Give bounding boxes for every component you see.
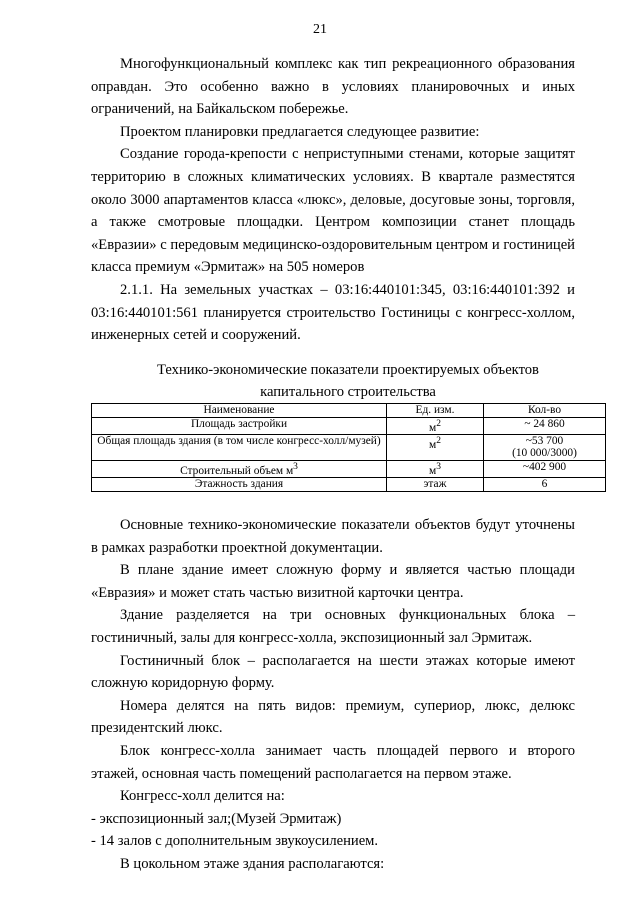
paragraph: 2.1.1. На земельных участках – 03:16:440101:345, 03:16:440101:392 и 03:16:440101:561 планируется строительство Гостиницы с конгресс-холлом, инженерных сетей и сооружений. — [91, 281, 575, 344]
indicators-table — [91, 403, 606, 492]
body-text-top — [91, 53, 575, 347]
paragraph: Основные технико-экономические показатели объектов будут уточнены в рамках разработки проектной документации. — [91, 517, 575, 556]
cell-unit: $м^2$ — [387, 434, 484, 460]
paragraph: Блок конгресс-холла занимает часть площадей первого и второго этажей, основная часть помещений располагается на первом этаже. — [91, 742, 575, 782]
table-row — [92, 478, 606, 492]
cell-name: Площадь застройки — [92, 417, 387, 434]
cell-value: ~402 900 — [484, 460, 606, 477]
cell-unit: этаж — [387, 478, 484, 492]
column-header-value: Кол-во — [484, 404, 606, 418]
list-item: - экспозиционный зал;(Музей Эрмитаж) — [91, 810, 342, 827]
table-header-row — [92, 404, 606, 418]
page-number: 21 — [313, 22, 327, 37]
table-row — [92, 460, 606, 477]
cell-value: 6 — [484, 478, 606, 492]
cell-value: ~53 700 (10 000/3000) — [484, 434, 606, 460]
paragraph: В цокольном этаже здания располагаются: — [120, 855, 385, 872]
cell-unit: $м^3$ — [387, 460, 484, 477]
cell-name: Общая площадь здания (в том числе конгресс-холл/музей) — [92, 434, 387, 460]
paragraph: Номера делятся на пять видов: премиум, супериор, люкс, делюкс президентский люкс. — [91, 697, 575, 737]
cell-unit: $м^2$ — [387, 417, 484, 434]
column-header-name: Наименование — [92, 404, 387, 418]
paragraph: Многофункциональный комплекс как тип рекреационного образования оправдан. Это особенно важно в условиях планировочных и иных ограничений, на Байкальском побережье. — [91, 56, 575, 118]
paragraph: Здание разделяется на три основных функциональных блока – гостиничный, залы для конгресс-холла, экспозиционный зал Эрмитаж. — [91, 607, 575, 646]
cell-name: Этажность здания — [92, 478, 387, 492]
table-caption-line: Технико-экономические показатели проектируемых объектов — [157, 362, 539, 378]
table-caption — [91, 359, 605, 403]
paragraph: В плане здание имеет сложную форму и является частью площади «Евразия» и может стать частью визитной карточки центра. — [91, 562, 575, 601]
paragraph: Конгресс-холл делится на: — [120, 788, 285, 805]
list-item: - 14 залов с дополнительным звукоусилением. — [91, 833, 379, 850]
cell-value: ~ 24 860 — [484, 417, 606, 434]
cell-name: Строительный объем $м^3$ — [92, 460, 387, 477]
table-row — [92, 417, 606, 434]
table-caption-line: капитального строительства — [260, 384, 436, 400]
table-row — [92, 434, 606, 460]
paragraph: Создание города-крепости с неприступными стенами, которые защитят территорию в сложных климатических условиях. В квартале разместятся около 3000 апартаментов класса «люкс», деловые, досуговые зоны, торговля, а также смотровые площадки. Центром композиции станет площадь «Евразии» с передовым медицинско-оздоровительным центром и гостиницей класса премиум «Эрмитаж» на 505 номеров — [91, 146, 575, 276]
paragraph: Гостиничный блок – располагается на шести этажах которые имеют сложную коридорную форму. — [91, 652, 575, 692]
body-text-bottom — [91, 514, 575, 876]
paragraph: Проектом планировки предлагается следующее развитие: — [120, 123, 480, 140]
column-header-unit: Ед. изм. — [387, 404, 484, 418]
